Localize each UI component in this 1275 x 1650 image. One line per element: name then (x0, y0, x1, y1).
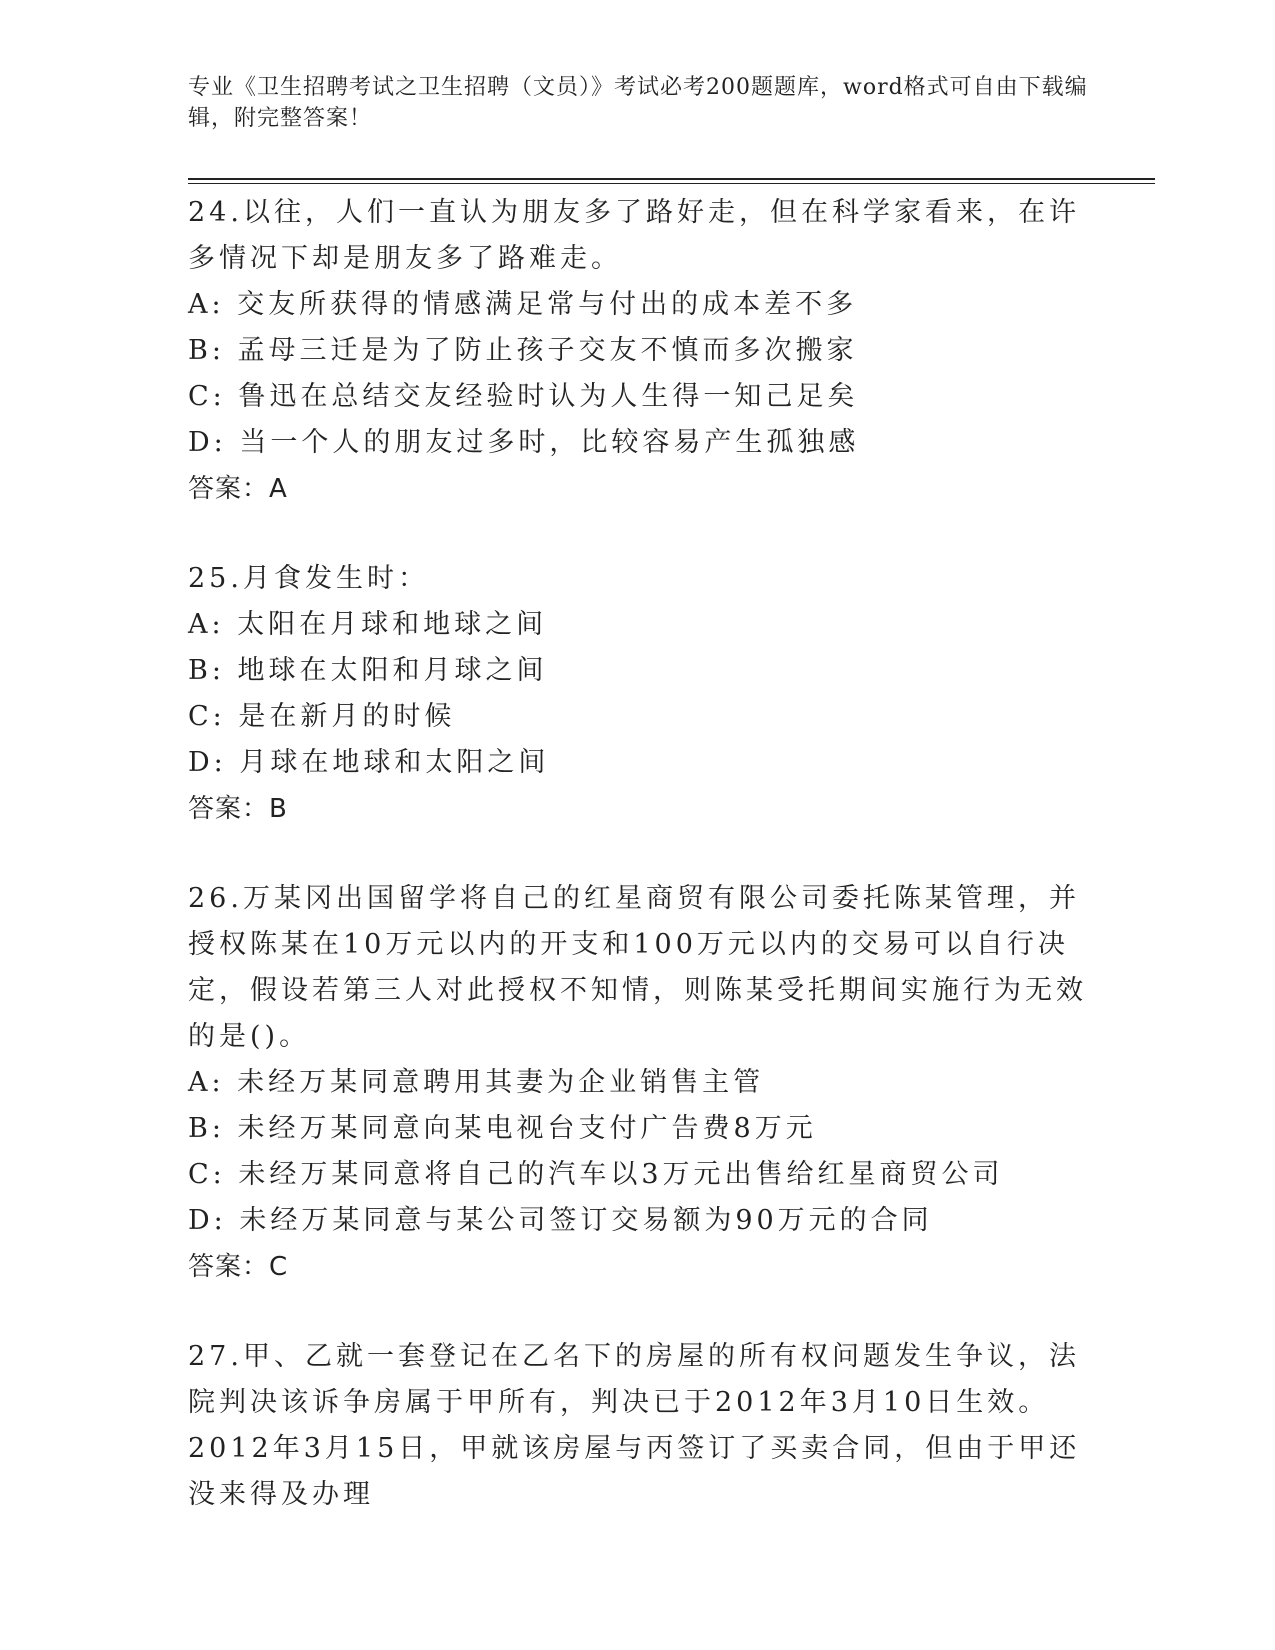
option-c: C: 是在新月的时候 (188, 701, 456, 732)
option-c: C: 未经万某同意将自己的汽车以3万元出售给红星商贸公司 (188, 1159, 1004, 1190)
question-26 (188, 876, 1088, 1290)
option-a: A: 未经万某同意聘用其妻为企业销售主管 (188, 1067, 765, 1098)
question-stem: 27.甲、乙就一套登记在乙名下的房屋的所有权问题发生争议，法院判决该诉争房属于甲所有，判决已于2012年3月10日生效。2012年3月15日，甲就该房屋与丙签订了买卖合同，但由于甲还没来得及办理 (188, 1341, 1081, 1510)
option-b: B: 地球在太阳和月球之间 (188, 655, 548, 686)
answer: 答案：B (188, 794, 288, 824)
option-a: A: 太阳在月球和地球之间 (188, 609, 548, 640)
header-divider-thin (188, 183, 1155, 184)
option-d: D: 月球在地球和太阳之间 (188, 747, 550, 778)
document-header (188, 72, 1088, 134)
question-24 (188, 190, 1088, 512)
question-stem: 25.月食发生时： (188, 563, 429, 594)
header-text: 专业《卫生招聘考试之卫生招聘（文员）》考试必考200题题库，word格式可自由下载编辑，附完整答案！ (188, 75, 1088, 131)
option-d: D: 当一个人的朋友过多时，比较容易产生孤独感 (188, 427, 860, 458)
option-d: D: 未经万某同意与某公司签订交易额为90万元的合同 (188, 1205, 933, 1236)
question-27 (188, 1334, 1088, 1518)
question-stem: 26.万某冈出国留学将自己的红星商贸有限公司委托陈某管理，并授权陈某在10万元以内的开支和100万元以内的交易可以自行决定，假设若第三人对此授权不知情，则陈某受托期间实施行为无效的是()。 (188, 883, 1087, 1052)
header-divider-thick (188, 178, 1155, 180)
question-stem: 24.以往，人们一直认为朋友多了路好走，但在科学家看来，在许多情况下却是朋友多了路难走。 (188, 197, 1080, 274)
answer: 答案：C (188, 1252, 289, 1282)
question-list (188, 190, 1088, 1562)
option-b: B: 孟母三迁是为了防止孩子交友不慎而多次搬家 (188, 335, 858, 366)
question-25 (188, 556, 1088, 832)
answer: 答案：A (188, 474, 288, 504)
option-c: C: 鲁迅在总结交友经验时认为人生得一知己足矣 (188, 381, 859, 412)
option-a: A: 交友所获得的情感满足常与付出的成本差不多 (188, 289, 858, 320)
option-b: B: 未经万某同意向某电视台支付广告费8万元 (188, 1113, 817, 1144)
